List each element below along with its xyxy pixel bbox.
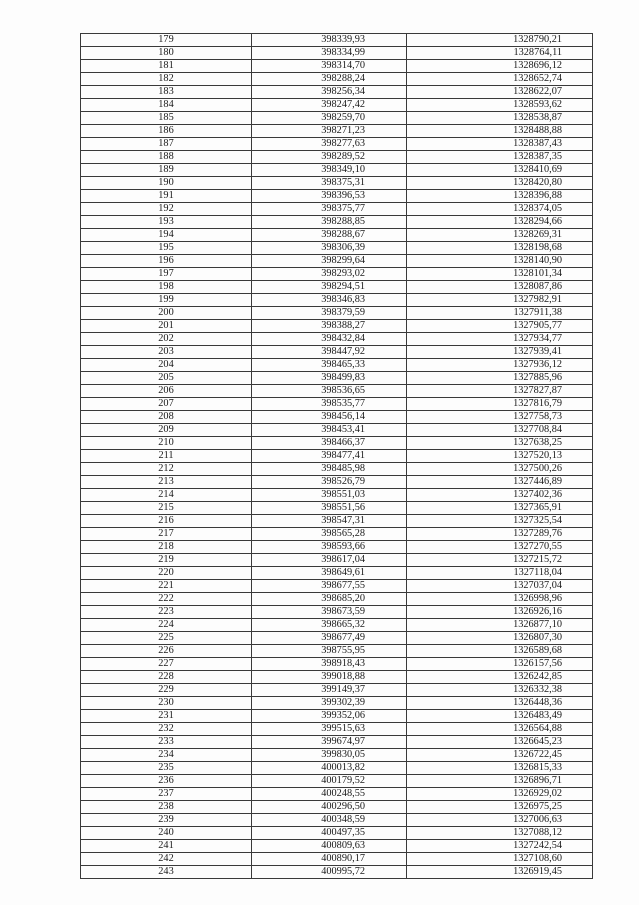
x-coordinate-cell: 398551,56 [252, 502, 407, 515]
x-coordinate-cell: 398247,42 [252, 99, 407, 112]
y-coordinate-cell: 1326877,10 [407, 619, 593, 632]
table-row [81, 489, 593, 502]
y-coordinate-cell: 1327638,25 [407, 437, 593, 450]
x-coordinate-cell: 400809,63 [252, 840, 407, 853]
y-coordinate-cell: 1327934,77 [407, 333, 593, 346]
y-coordinate-cell: 1328622,07 [407, 86, 593, 99]
x-coordinate-cell: 398288,85 [252, 216, 407, 229]
x-coordinate-cell: 399515,63 [252, 723, 407, 736]
table-row [81, 411, 593, 424]
y-coordinate-cell: 1327885,96 [407, 372, 593, 385]
y-coordinate-cell: 1326448,36 [407, 697, 593, 710]
y-coordinate-cell: 1326919,45 [407, 866, 593, 879]
table-row [81, 99, 593, 112]
y-coordinate-cell: 1327325,54 [407, 515, 593, 528]
y-coordinate-cell: 1326564,88 [407, 723, 593, 736]
table-row [81, 723, 593, 736]
y-coordinate-cell: 1327365,91 [407, 502, 593, 515]
point-number-cell: 229 [81, 684, 252, 697]
y-coordinate-cell: 1327270,55 [407, 541, 593, 554]
point-number-cell: 185 [81, 112, 252, 125]
x-coordinate-cell: 398349,10 [252, 164, 407, 177]
point-number-cell: 216 [81, 515, 252, 528]
point-number-cell: 207 [81, 398, 252, 411]
point-number-cell: 210 [81, 437, 252, 450]
x-coordinate-cell: 398277,63 [252, 138, 407, 151]
y-coordinate-cell: 1327939,41 [407, 346, 593, 359]
table-row [81, 125, 593, 138]
x-coordinate-cell: 398294,51 [252, 281, 407, 294]
y-coordinate-cell: 1328387,43 [407, 138, 593, 151]
x-coordinate-cell: 398375,77 [252, 203, 407, 216]
point-number-cell: 243 [81, 866, 252, 879]
table-row [81, 541, 593, 554]
point-number-cell: 214 [81, 489, 252, 502]
x-coordinate-cell: 398565,28 [252, 528, 407, 541]
table-row [81, 307, 593, 320]
point-number-cell: 236 [81, 775, 252, 788]
point-number-cell: 213 [81, 476, 252, 489]
y-coordinate-cell: 1327911,38 [407, 307, 593, 320]
x-coordinate-cell: 398536,65 [252, 385, 407, 398]
x-coordinate-cell: 398617,04 [252, 554, 407, 567]
point-number-cell: 180 [81, 47, 252, 60]
table-row [81, 684, 593, 697]
y-coordinate-cell: 1328652,74 [407, 73, 593, 86]
point-number-cell: 196 [81, 255, 252, 268]
table-row [81, 619, 593, 632]
table-row [81, 645, 593, 658]
table-row [81, 164, 593, 177]
point-number-cell: 219 [81, 554, 252, 567]
x-coordinate-cell: 398453,41 [252, 424, 407, 437]
table-row [81, 866, 593, 879]
point-number-cell: 225 [81, 632, 252, 645]
y-coordinate-cell: 1327982,91 [407, 294, 593, 307]
x-coordinate-cell: 398466,37 [252, 437, 407, 450]
table-row [81, 554, 593, 567]
x-coordinate-cell: 398535,77 [252, 398, 407, 411]
table-row [81, 658, 593, 671]
point-number-cell: 240 [81, 827, 252, 840]
table-row [81, 281, 593, 294]
point-number-cell: 202 [81, 333, 252, 346]
y-coordinate-cell: 1326998,96 [407, 593, 593, 606]
table-row [81, 320, 593, 333]
x-coordinate-cell: 398673,59 [252, 606, 407, 619]
y-coordinate-cell: 1328764,11 [407, 47, 593, 60]
table-row [81, 203, 593, 216]
x-coordinate-cell: 398299,64 [252, 255, 407, 268]
point-number-cell: 239 [81, 814, 252, 827]
x-coordinate-cell: 400497,35 [252, 827, 407, 840]
point-number-cell: 190 [81, 177, 252, 190]
x-coordinate-cell: 398388,27 [252, 320, 407, 333]
x-coordinate-cell: 400995,72 [252, 866, 407, 879]
y-coordinate-cell: 1327520,13 [407, 450, 593, 463]
x-coordinate-cell: 398918,43 [252, 658, 407, 671]
point-number-cell: 195 [81, 242, 252, 255]
point-number-cell: 231 [81, 710, 252, 723]
point-number-cell: 194 [81, 229, 252, 242]
point-number-cell: 209 [81, 424, 252, 437]
table-row [81, 372, 593, 385]
y-coordinate-cell: 1328140,90 [407, 255, 593, 268]
table-row [81, 463, 593, 476]
y-coordinate-cell: 1327827,87 [407, 385, 593, 398]
table-row [81, 853, 593, 866]
table-row [81, 502, 593, 515]
x-coordinate-cell: 398314,70 [252, 60, 407, 73]
x-coordinate-cell: 398593,66 [252, 541, 407, 554]
table-row [81, 424, 593, 437]
table-row [81, 710, 593, 723]
y-coordinate-cell: 1326926,16 [407, 606, 593, 619]
table-row [81, 359, 593, 372]
table-row [81, 73, 593, 86]
x-coordinate-cell: 398259,70 [252, 112, 407, 125]
y-coordinate-cell: 1328593,62 [407, 99, 593, 112]
y-coordinate-cell: 1328538,87 [407, 112, 593, 125]
point-number-cell: 232 [81, 723, 252, 736]
point-number-cell: 217 [81, 528, 252, 541]
y-coordinate-cell: 1327500,26 [407, 463, 593, 476]
point-number-cell: 220 [81, 567, 252, 580]
table-row [81, 333, 593, 346]
x-coordinate-cell: 398334,99 [252, 47, 407, 60]
point-number-cell: 206 [81, 385, 252, 398]
x-coordinate-cell: 398346,83 [252, 294, 407, 307]
table-row [81, 606, 593, 619]
y-coordinate-cell: 1328101,34 [407, 268, 593, 281]
y-coordinate-cell: 1328294,66 [407, 216, 593, 229]
y-coordinate-cell: 1328387,35 [407, 151, 593, 164]
x-coordinate-cell: 399674,97 [252, 736, 407, 749]
x-coordinate-cell: 399018,88 [252, 671, 407, 684]
x-coordinate-cell: 398677,55 [252, 580, 407, 593]
table-row [81, 788, 593, 801]
x-coordinate-cell: 398485,98 [252, 463, 407, 476]
point-number-cell: 235 [81, 762, 252, 775]
table-row [81, 112, 593, 125]
y-coordinate-cell: 1327215,72 [407, 554, 593, 567]
table-row [81, 632, 593, 645]
point-number-cell: 184 [81, 99, 252, 112]
point-number-cell: 187 [81, 138, 252, 151]
point-number-cell: 192 [81, 203, 252, 216]
x-coordinate-cell: 398499,83 [252, 372, 407, 385]
point-number-cell: 191 [81, 190, 252, 203]
x-coordinate-cell: 399302,39 [252, 697, 407, 710]
y-coordinate-cell: 1326157,56 [407, 658, 593, 671]
y-coordinate-cell: 1328198,68 [407, 242, 593, 255]
point-number-cell: 227 [81, 658, 252, 671]
point-number-cell: 189 [81, 164, 252, 177]
y-coordinate-cell: 1328410,69 [407, 164, 593, 177]
coordinate-table-container [80, 33, 592, 879]
table-row [81, 697, 593, 710]
y-coordinate-cell: 1328087,86 [407, 281, 593, 294]
x-coordinate-cell: 398677,49 [252, 632, 407, 645]
table-row [81, 567, 593, 580]
x-coordinate-cell: 398379,59 [252, 307, 407, 320]
y-coordinate-cell: 1328396,88 [407, 190, 593, 203]
table-row [81, 47, 593, 60]
point-number-cell: 197 [81, 268, 252, 281]
point-number-cell: 223 [81, 606, 252, 619]
y-coordinate-cell: 1327758,73 [407, 411, 593, 424]
y-coordinate-cell: 1326807,30 [407, 632, 593, 645]
point-number-cell: 218 [81, 541, 252, 554]
table-row [81, 385, 593, 398]
point-number-cell: 215 [81, 502, 252, 515]
point-number-cell: 230 [81, 697, 252, 710]
table-row [81, 736, 593, 749]
y-coordinate-cell: 1326975,25 [407, 801, 593, 814]
table-row [81, 749, 593, 762]
table-row [81, 593, 593, 606]
y-coordinate-cell: 1326332,38 [407, 684, 593, 697]
x-coordinate-cell: 398288,24 [252, 73, 407, 86]
point-number-cell: 193 [81, 216, 252, 229]
point-number-cell: 228 [81, 671, 252, 684]
y-coordinate-cell: 1327118,04 [407, 567, 593, 580]
point-number-cell: 179 [81, 34, 252, 47]
x-coordinate-cell: 398306,39 [252, 242, 407, 255]
x-coordinate-cell: 398649,61 [252, 567, 407, 580]
point-number-cell: 181 [81, 60, 252, 73]
y-coordinate-cell: 1326242,85 [407, 671, 593, 684]
y-coordinate-cell: 1327708,84 [407, 424, 593, 437]
table-row [81, 528, 593, 541]
y-coordinate-cell: 1327108,60 [407, 853, 593, 866]
x-coordinate-cell: 400296,50 [252, 801, 407, 814]
y-coordinate-cell: 1327289,76 [407, 528, 593, 541]
x-coordinate-cell: 398375,31 [252, 177, 407, 190]
point-number-cell: 211 [81, 450, 252, 463]
y-coordinate-cell: 1327816,79 [407, 398, 593, 411]
x-coordinate-cell: 399352,06 [252, 710, 407, 723]
point-number-cell: 182 [81, 73, 252, 86]
y-coordinate-cell: 1328374,05 [407, 203, 593, 216]
y-coordinate-cell: 1327905,77 [407, 320, 593, 333]
x-coordinate-cell: 398339,93 [252, 34, 407, 47]
x-coordinate-cell: 399830,05 [252, 749, 407, 762]
y-coordinate-cell: 1328696,12 [407, 60, 593, 73]
table-row [81, 840, 593, 853]
table-row [81, 827, 593, 840]
x-coordinate-cell: 398456,14 [252, 411, 407, 424]
table-row [81, 138, 593, 151]
point-number-cell: 188 [81, 151, 252, 164]
x-coordinate-cell: 399149,37 [252, 684, 407, 697]
y-coordinate-cell: 1328488,88 [407, 125, 593, 138]
x-coordinate-cell: 398755,95 [252, 645, 407, 658]
x-coordinate-cell: 398256,34 [252, 86, 407, 99]
table-row [81, 346, 593, 359]
coordinate-table-body [81, 34, 593, 879]
x-coordinate-cell: 398547,31 [252, 515, 407, 528]
table-row [81, 60, 593, 73]
point-number-cell: 204 [81, 359, 252, 372]
x-coordinate-cell: 398447,92 [252, 346, 407, 359]
point-number-cell: 237 [81, 788, 252, 801]
y-coordinate-cell: 1327037,04 [407, 580, 593, 593]
point-number-cell: 203 [81, 346, 252, 359]
table-row [81, 437, 593, 450]
point-number-cell: 226 [81, 645, 252, 658]
point-number-cell: 200 [81, 307, 252, 320]
x-coordinate-cell: 398551,03 [252, 489, 407, 502]
table-row [81, 34, 593, 47]
table-row [81, 229, 593, 242]
y-coordinate-cell: 1326483,49 [407, 710, 593, 723]
point-number-cell: 242 [81, 853, 252, 866]
table-row [81, 775, 593, 788]
point-number-cell: 201 [81, 320, 252, 333]
table-row [81, 762, 593, 775]
x-coordinate-cell: 400890,17 [252, 853, 407, 866]
y-coordinate-cell: 1328790,21 [407, 34, 593, 47]
point-number-cell: 199 [81, 294, 252, 307]
table-row [81, 671, 593, 684]
x-coordinate-cell: 398396,53 [252, 190, 407, 203]
y-coordinate-cell: 1326815,33 [407, 762, 593, 775]
y-coordinate-cell: 1327242,54 [407, 840, 593, 853]
point-number-cell: 238 [81, 801, 252, 814]
x-coordinate-cell: 400248,55 [252, 788, 407, 801]
x-coordinate-cell: 398288,67 [252, 229, 407, 242]
point-number-cell: 205 [81, 372, 252, 385]
table-row [81, 268, 593, 281]
table-row [81, 255, 593, 268]
table-row [81, 515, 593, 528]
y-coordinate-cell: 1327088,12 [407, 827, 593, 840]
y-coordinate-cell: 1326896,71 [407, 775, 593, 788]
table-row [81, 450, 593, 463]
point-number-cell: 224 [81, 619, 252, 632]
table-row [81, 476, 593, 489]
x-coordinate-cell: 400179,52 [252, 775, 407, 788]
x-coordinate-cell: 398432,84 [252, 333, 407, 346]
point-number-cell: 222 [81, 593, 252, 606]
y-coordinate-cell: 1327936,12 [407, 359, 593, 372]
y-coordinate-cell: 1328269,31 [407, 229, 593, 242]
y-coordinate-cell: 1327446,89 [407, 476, 593, 489]
table-row [81, 216, 593, 229]
point-number-cell: 198 [81, 281, 252, 294]
x-coordinate-cell: 398271,23 [252, 125, 407, 138]
x-coordinate-cell: 398685,20 [252, 593, 407, 606]
table-row [81, 86, 593, 99]
x-coordinate-cell: 398465,33 [252, 359, 407, 372]
x-coordinate-cell: 400348,59 [252, 814, 407, 827]
table-row [81, 294, 593, 307]
point-number-cell: 212 [81, 463, 252, 476]
x-coordinate-cell: 398526,79 [252, 476, 407, 489]
table-row [81, 177, 593, 190]
point-number-cell: 234 [81, 749, 252, 762]
point-number-cell: 233 [81, 736, 252, 749]
point-number-cell: 183 [81, 86, 252, 99]
y-coordinate-cell: 1327006,63 [407, 814, 593, 827]
y-coordinate-cell: 1326645,23 [407, 736, 593, 749]
y-coordinate-cell: 1326929,02 [407, 788, 593, 801]
table-row [81, 398, 593, 411]
point-number-cell: 186 [81, 125, 252, 138]
y-coordinate-cell: 1326722,45 [407, 749, 593, 762]
x-coordinate-cell: 398293,02 [252, 268, 407, 281]
table-row [81, 580, 593, 593]
x-coordinate-cell: 398665,32 [252, 619, 407, 632]
x-coordinate-cell: 398477,41 [252, 450, 407, 463]
table-row [81, 151, 593, 164]
coordinate-table [80, 33, 593, 879]
x-coordinate-cell: 398289,52 [252, 151, 407, 164]
point-number-cell: 241 [81, 840, 252, 853]
table-row [81, 242, 593, 255]
y-coordinate-cell: 1327402,36 [407, 489, 593, 502]
table-row [81, 814, 593, 827]
table-row [81, 801, 593, 814]
x-coordinate-cell: 400013,82 [252, 762, 407, 775]
point-number-cell: 221 [81, 580, 252, 593]
y-coordinate-cell: 1326589,68 [407, 645, 593, 658]
point-number-cell: 208 [81, 411, 252, 424]
y-coordinate-cell: 1328420,80 [407, 177, 593, 190]
table-row [81, 190, 593, 203]
